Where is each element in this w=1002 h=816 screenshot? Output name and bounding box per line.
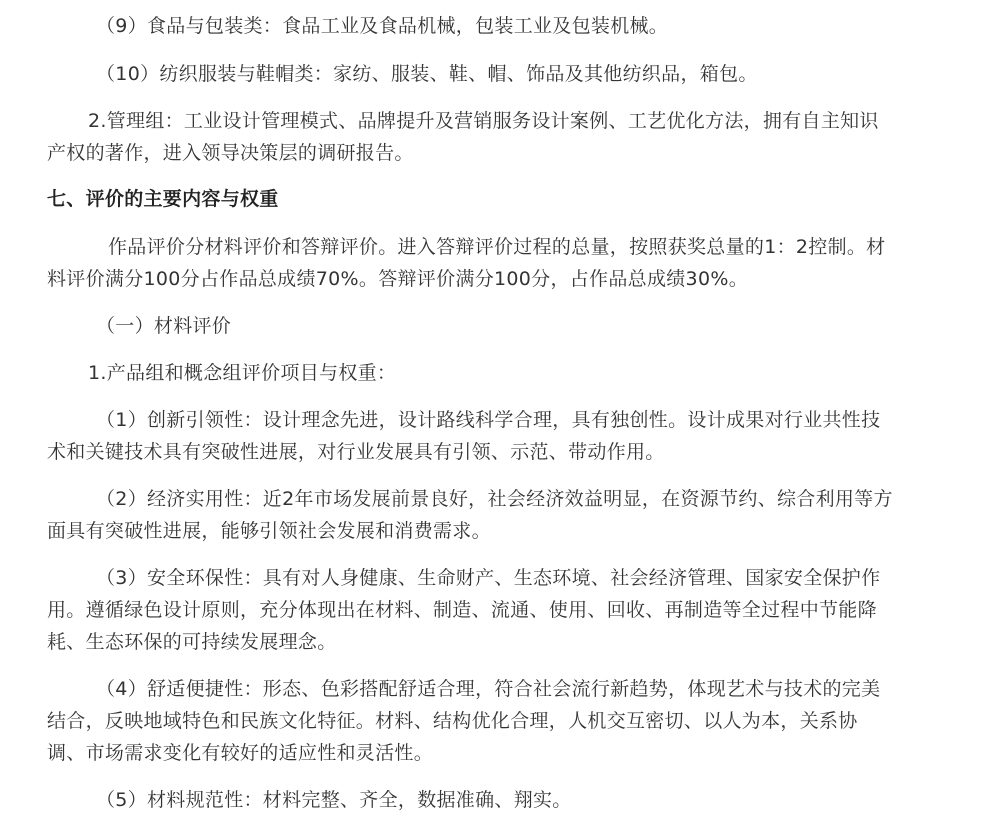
text-line: （4）舒适便捷性：形态、色彩搭配舒适合理，符合社会流行新趋势，体现艺术与技术的完美 xyxy=(96,678,881,700)
heading-text: 七、评价的主要内容与权重 xyxy=(47,188,279,210)
text-line: 调、市场需求变化有较好的适应性和灵活性。 xyxy=(47,742,434,764)
text-line: 术和关键技术具有突破性进展，对行业发展具有引领、示范、带动作用。 xyxy=(47,441,665,463)
text-line: （2）经济实用性：近2年市场发展前景良好，社会经济效益明显，在资源节约、综合利用等方 xyxy=(96,488,893,510)
paragraph-management-group xyxy=(0,105,1002,169)
text-line: 2.管理组：工业设计管理模式、品牌提升及营销服务设计案例、工艺优化方法，拥有自主知识 xyxy=(88,110,879,132)
text-line: 耗、生态环保的可持续发展理念。 xyxy=(47,631,337,653)
section-heading-7 xyxy=(0,183,1002,215)
text-line: （5）材料规范性：材料完整、齐全，数据准确、翔实。 xyxy=(96,789,572,811)
paragraph-product-group-criteria xyxy=(0,357,1002,389)
criterion-economic xyxy=(0,483,1002,547)
criterion-safety xyxy=(0,562,1002,658)
criterion-comfort xyxy=(0,673,1002,769)
text-line: （3）安全环保性：具有对人身健康、生命财产、生态环境、社会经济管理、国家安全保护作 xyxy=(96,567,881,589)
subheading-material-evaluation xyxy=(0,310,1002,342)
text-line: 1.产品组和概念组评价项目与权重： xyxy=(88,362,397,384)
text-line: 产权的著作，进入领导决策层的调研报告。 xyxy=(47,142,414,164)
text-line: （10）纺织服装与鞋帽类：家纺、服装、鞋、帽、饰品及其他纺织品，箱包。 xyxy=(96,63,758,85)
criterion-material-standard xyxy=(0,784,1002,816)
text-line: （一）材料评价 xyxy=(96,315,232,337)
paragraph-item-9 xyxy=(0,10,1002,42)
text-line: 结合，反映地域特色和民族文化特征。材料、结构优化合理，人机交互密切、以人为本，关系协 xyxy=(47,710,858,732)
text-line: 用。遵循绿色设计原则，充分体现出在材料、制造、流通、使用、回收、再制造等全过程中节能降 xyxy=(47,599,877,621)
text-line: 作品评价分材料评价和答辩评价。进入答辩评价过程的总量，按照获奖总量的1：2控制。材 xyxy=(108,236,886,258)
paragraph-item-10 xyxy=(0,58,1002,90)
text-line: （9）食品与包装类：食品工业及食品机械，包装工业及包装机械。 xyxy=(96,15,669,37)
text-line: 面具有突破性进展，能够引领社会发展和消费需求。 xyxy=(47,520,491,542)
text-line: 料评价满分100分占作品总成绩70%。答辩评价满分100分，占作品总成绩30%。 xyxy=(47,268,748,290)
criterion-innovation xyxy=(0,404,1002,468)
text-line: （1）创新引领性：设计理念先进，设计路线科学合理，具有独创性。设计成果对行业共性技 xyxy=(96,409,881,431)
paragraph-evaluation-intro xyxy=(0,231,1002,295)
